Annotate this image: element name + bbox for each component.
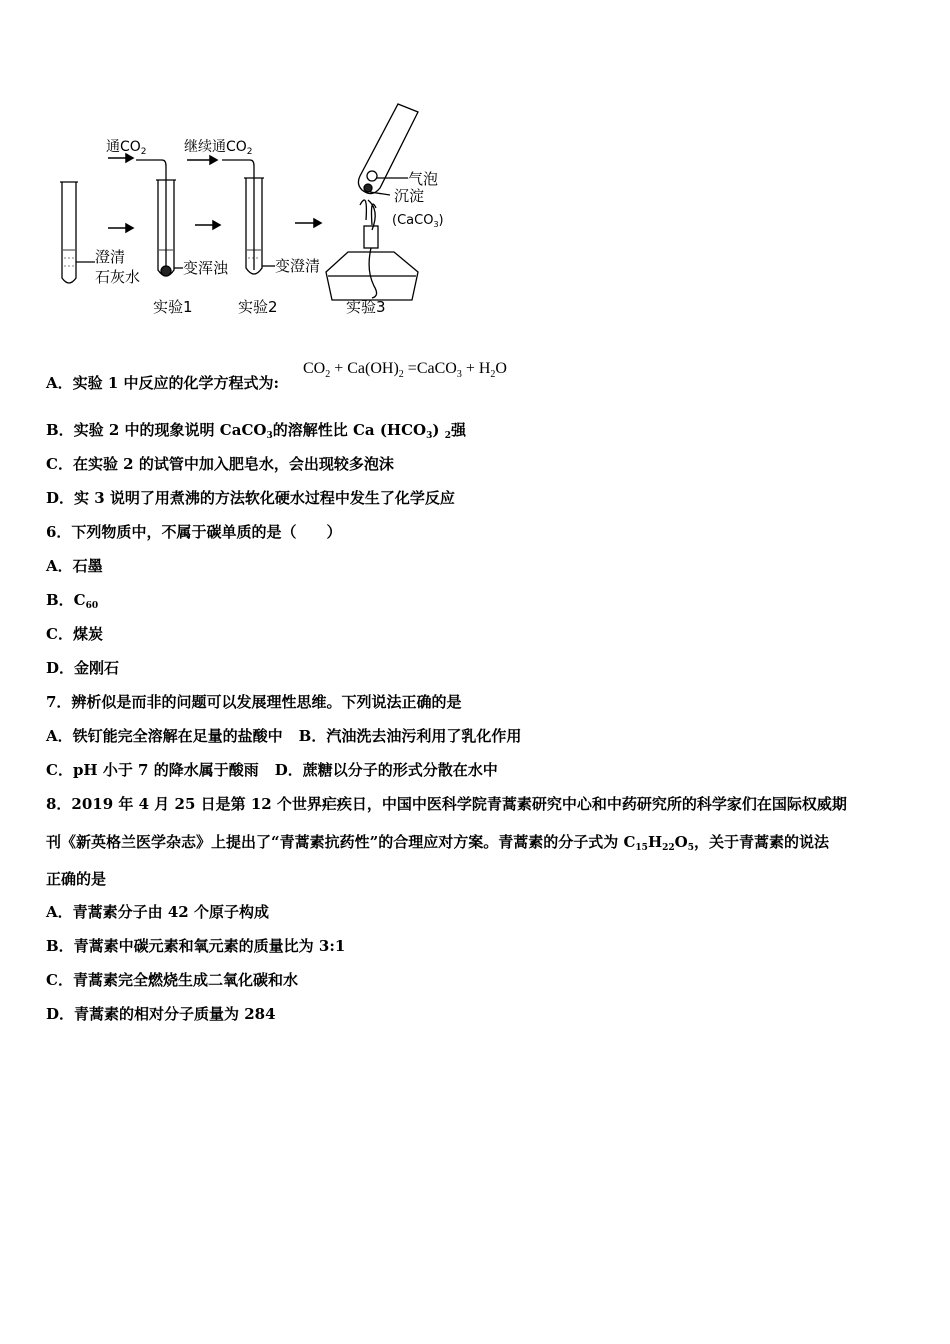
q7-options-cd [46, 760, 498, 780]
q5-option-c: C．在实验 2 的试管中加入肥皂水，会出现较多泡沫 [46, 455, 394, 473]
label-tong-co2: 通$CO_2$ [106, 139, 147, 157]
experiment-figure [50, 100, 470, 320]
label-bianchengqing: 变澄清 [275, 257, 321, 275]
q7-stem: 7．辨析似是而非的问题可以发展理性思维。下列说法正确的是 [46, 693, 462, 711]
q8-stem-line1: 8．2019 年 4 月 25 日是第 12 个世界疟疾日，中国中医科学院青蒿素研究中心和中药研究所的科学家们在国际权威期 [46, 795, 847, 813]
q7-option-c: C．pH 小于 7 的降水属于酸雨 [46, 761, 259, 779]
q7-option-b: B．汽油洗去油污利用了乳化作用 [298, 727, 522, 745]
q8-option-a: A．青蒿素分子由 42 个原子构成 [46, 903, 269, 921]
label-caco3: (CaCO$_3$) [392, 213, 444, 229]
test-tube-exp2 [222, 160, 275, 274]
q7-options-ab [46, 726, 521, 746]
test-tube-exp1 [136, 160, 183, 276]
q6-option-d: D．金刚石 [46, 659, 120, 677]
q8-option-d: D．青蒿素的相对分子质量为 284 [46, 1005, 276, 1023]
q5-option-d: D．实 3 说明了用煮沸的方法软化硬水过程中发生了化学反应 [46, 489, 455, 507]
label-exp1: 实验1 [153, 298, 193, 316]
label-exp2: 实验2 [238, 298, 278, 316]
q5-equation: $CO_2 + Ca(OH)_2$ =CaCO$_3$ + $H_2O$ [303, 360, 507, 380]
q8-stem-line2: 刊《新英格兰医学杂志》上提出了“青蒿素抗药性”的合理应对方案。青蒿素的分子式为 $C_{15}H_{22}O_5$，关于青蒿素的说法 [46, 833, 830, 853]
q6-option-b: B．$C_{60}$ [46, 591, 99, 611]
test-tube-initial [60, 182, 95, 283]
q8-option-c: C．青蒿素完全燃烧生成二氧化碳和水 [46, 971, 298, 989]
label-biantanzhuo: 变浑浊 [183, 259, 229, 277]
label-chendian: 沉淀 [394, 187, 425, 205]
label-chengqing: 澄清 [95, 248, 126, 266]
q6-option-c: C．煤炭 [46, 625, 103, 643]
q8-option-b: B．青蒿素中碳元素和氧元素的质量比为 3:1 [46, 937, 346, 955]
label-shihuishui: 石灰水 [95, 268, 141, 286]
q5-option-a: A．实验 1 中反应的化学方程式为: [46, 374, 280, 392]
q5-option-b: B．实验 2 中的现象说明 CaCO$_3$的溶解性比 Ca $(HCO_3)$ $_2$强 [46, 421, 466, 441]
label-exp3: 实验3 [346, 298, 386, 316]
q7-option-a: A．铁钉能完全溶解在足量的盐酸中 [46, 727, 283, 745]
q6-stem: 6．下列物质中，不属于碳单质的是（ ） [46, 523, 342, 541]
q8-stem-line3: 正确的是 [46, 870, 107, 888]
q6-option-a: A．石墨 [46, 557, 103, 575]
label-jixu-co2: 继续通$CO_2$ [184, 139, 253, 157]
arrow-icon [108, 154, 321, 232]
label-qipao: 气泡 [408, 170, 439, 188]
q7-option-d: D．蔗糖以分子的形式分散在水中 [274, 761, 498, 779]
